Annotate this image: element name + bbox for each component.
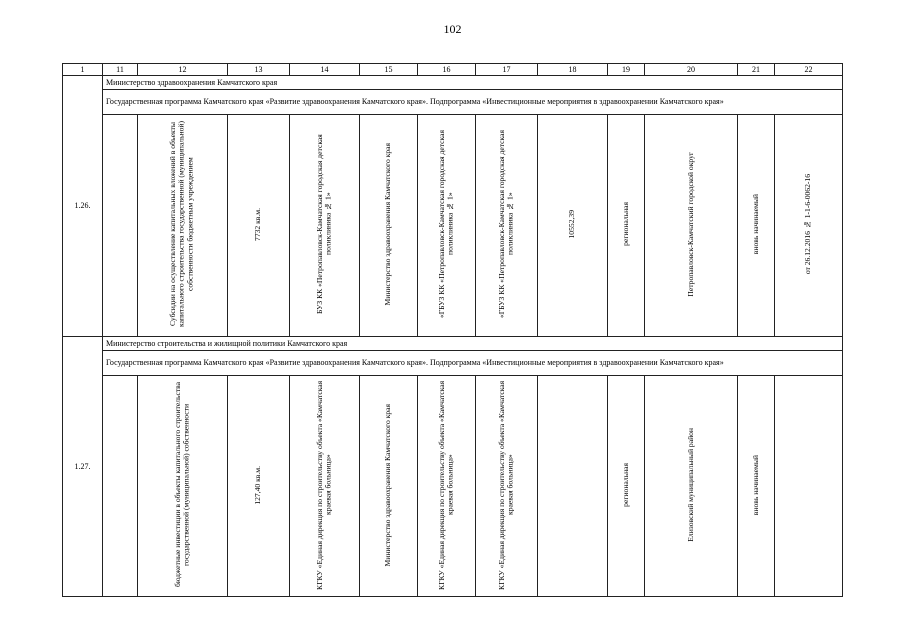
object-row xyxy=(63,115,843,337)
program-row xyxy=(63,90,843,115)
column-header: 15 xyxy=(360,64,418,76)
cell-c14: КГКУ «Единая дирекция по строительству объекта «Камчатская краевая больница» xyxy=(290,376,360,597)
cell-c14: БУЗ КК «Петропавловск-Камчатская городская детская поликлиника № 1» xyxy=(290,115,360,337)
column-header: 13 xyxy=(228,64,290,76)
column-header: 22 xyxy=(775,64,843,76)
cell-c15: Министерство здравоохранения Камчатского края xyxy=(360,115,418,337)
object-row xyxy=(63,376,843,597)
column-header: 16 xyxy=(418,64,476,76)
column-header: 21 xyxy=(738,64,775,76)
column-header: 20 xyxy=(645,64,738,76)
cell-c17: «ГБУЗ КК «Петропавловск-Камчатская городская детская поликлиника № 1» xyxy=(476,115,538,337)
cell-c20: Елизовский муниципальный район xyxy=(645,376,738,597)
cell-c20: Петропавловск-Камчатский городской округ xyxy=(645,115,738,337)
cell-c15: Министерство здравоохранения Камчатского края xyxy=(360,376,418,597)
row-number: 1.27. xyxy=(63,337,103,597)
cell-c18 xyxy=(538,376,608,597)
cell-c11 xyxy=(103,115,138,337)
column-header: 18 xyxy=(538,64,608,76)
investment-table xyxy=(62,63,843,597)
cell-c13: 127,40 кв.м. xyxy=(228,376,290,597)
ministry-row xyxy=(63,76,843,90)
cell-c21: вновь начинаемый xyxy=(738,376,775,597)
cell-c12: бюджетные инвестиции в объекты капитального строительства государственной (муниципальной) собственности xyxy=(138,376,228,597)
cell-c13: 7732 кв.м. xyxy=(228,115,290,337)
ministry-name: Министерство здравоохранения Камчатского края xyxy=(103,76,843,90)
column-header: 14 xyxy=(290,64,360,76)
cell-c19: региональная xyxy=(608,115,645,337)
program-name: Государственная программа Камчатского края «Развитие здравоохранения Камчатского края». Подпрограмма «Инвестиционные мероприятия в здравоохранении Камчатского края» xyxy=(103,90,843,115)
program-row xyxy=(63,351,843,376)
cell-c18: 10552,39 xyxy=(538,115,608,337)
column-header: 11 xyxy=(103,64,138,76)
column-header: 12 xyxy=(138,64,228,76)
program-name: Государственная программа Камчатского края «Развитие здравоохранения Камчатского края». Подпрограмма «Инвестиционные мероприятия в здравоохранении Камчатского края» xyxy=(103,351,843,376)
cell-c11 xyxy=(103,376,138,597)
cell-c17: КГКУ «Единая дирекция по строительству объекта «Камчатская краевая больница» xyxy=(476,376,538,597)
ministry-name: Министерство строительства и жилищной политики Камчатского края xyxy=(103,337,843,351)
column-header: 1 xyxy=(63,64,103,76)
cell-c21: вновь начинаемый xyxy=(738,115,775,337)
cell-c12: Субсидии на осуществление капитальных вложений в объекты капитального строительства государственной (муниципальной) собственности бюджетным учреждением xyxy=(138,115,228,337)
cell-c16: КГКУ «Единая дирекция по строительству объекта «Камчатская краевая больница» xyxy=(418,376,476,597)
cell-c22: от 26.12.2016 № 1-1-6-0062-16 xyxy=(775,115,843,337)
row-number: 1.26. xyxy=(63,76,103,337)
cell-c19: региональная xyxy=(608,376,645,597)
column-header: 17 xyxy=(476,64,538,76)
page-number: 102 xyxy=(443,22,462,36)
ministry-row xyxy=(63,337,843,351)
header-row xyxy=(63,64,843,76)
cell-c16: «ГБУЗ КК «Петропавловск-Камчатская городская детская поликлиника № 1» xyxy=(418,115,476,337)
cell-c22 xyxy=(775,376,843,597)
column-header: 19 xyxy=(608,64,645,76)
